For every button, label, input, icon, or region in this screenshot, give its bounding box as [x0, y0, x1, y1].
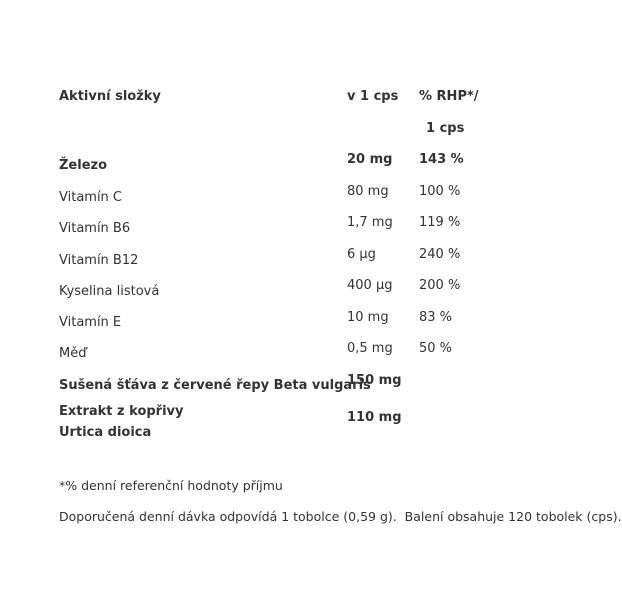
ingredient-name: Vitamín E	[59, 315, 122, 330]
ingredient-amount: 150 mg	[347, 373, 402, 388]
ingredient-rhp: 100 %	[419, 184, 461, 199]
dosage-note: Doporučená denní dávka odpovídá 1 tobolce (0,59 g). Balení obsahuje 120 tobolek (cps).	[59, 509, 622, 524]
rhp-footnote: *% denní referenční hodnoty příjmu	[59, 478, 283, 493]
ingredient-rhp: 83 %	[419, 310, 453, 325]
ingredient-rhp: 119 %	[419, 215, 461, 230]
ingredient-amount: 400 µg	[347, 278, 393, 293]
ingredient-amount: 110 mg	[347, 410, 402, 425]
ingredient-name: Měď	[59, 346, 87, 361]
ingredient-latin-name: Urtica dioica	[59, 425, 152, 440]
ingredient-name: Vitamín B6	[59, 221, 131, 236]
ingredient-name: Vitamín C	[59, 190, 123, 205]
ingredient-rhp: 143 %	[419, 152, 464, 167]
ingredient-name: Železo	[59, 158, 108, 173]
ingredient-amount: 10 mg	[347, 310, 389, 325]
ingredient-name: Kyselina listová	[59, 284, 160, 299]
ingredient-amount: 6 µg	[347, 247, 376, 262]
ingredient-amount: 20 mg	[347, 152, 393, 167]
ingredient-name: Extrakt z kopřivy	[59, 404, 184, 419]
ingredient-amount: 80 mg	[347, 184, 389, 199]
ingredient-amount: 0,5 mg	[347, 341, 393, 356]
ingredient-name: Vitamín B12	[59, 253, 139, 268]
ingredient-name: Sušená šťáva z červené řepy Beta vulgaris	[59, 378, 371, 393]
header-active-ingredients: Aktivní složky	[59, 89, 161, 104]
ingredient-rhp: 240 %	[419, 247, 461, 262]
header-amount: v 1 cps	[347, 89, 399, 104]
ingredient-rhp: 50 %	[419, 341, 453, 356]
ingredient-amount: 1,7 mg	[347, 215, 393, 230]
header-rhp: % RHP*/	[419, 89, 479, 104]
ingredient-rhp: 200 %	[419, 278, 461, 293]
header-rhp-unit: 1 cps	[426, 121, 465, 136]
